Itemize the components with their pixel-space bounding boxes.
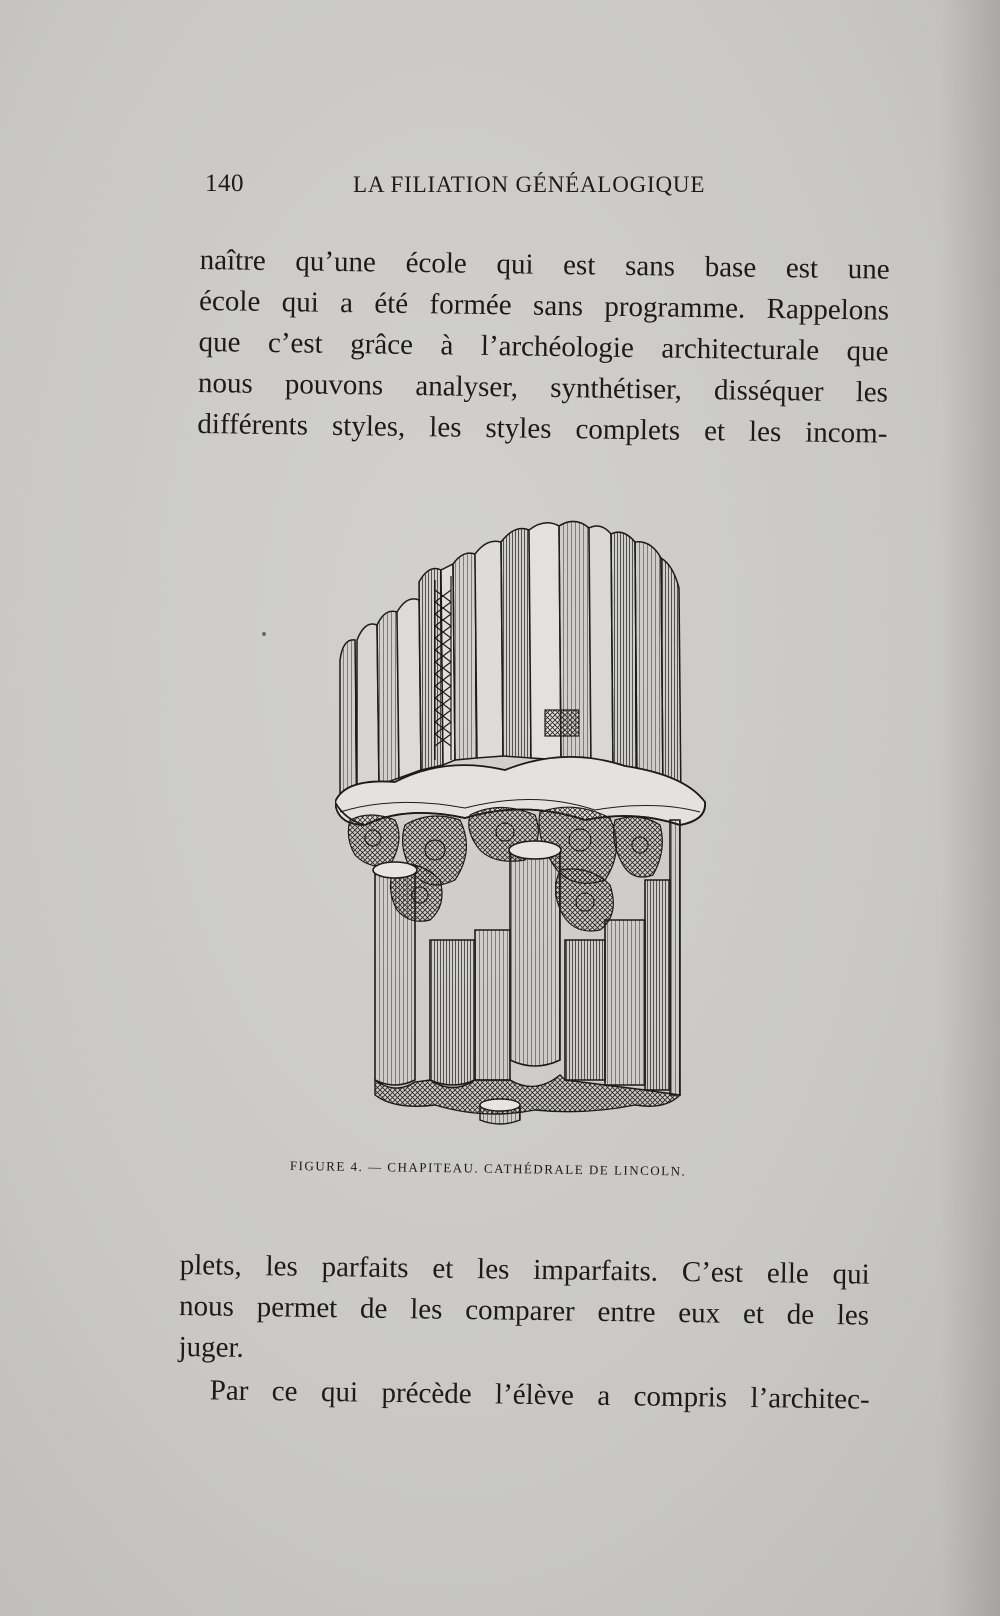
capital-engraving-illustration	[335, 520, 735, 1150]
bottom-paragraph	[178, 1245, 870, 1378]
text-line: juger.	[178, 1330, 245, 1364]
figure-caption: FIGURE 4. — CHAPITEAU. CATHÉDRALE DE LINCOLN.	[289, 1158, 687, 1179]
text-line: différents styles, les styles complets et les incom-	[197, 407, 888, 450]
text-line: nous permet de les comparer entre eux et de les	[178, 1289, 870, 1332]
text-line: que c’est grâce à l’archéologie architecturale que	[198, 325, 889, 368]
next-paragraph	[179, 1370, 870, 1421]
text-line: Par ce qui précède l’élève a compris l’architec-	[209, 1374, 870, 1416]
text-line: école qui a été formée sans programme. Rappelons	[198, 284, 890, 327]
text-line: plets, les parfaits et les imparfaits. C’est elle qui	[179, 1248, 870, 1291]
running-title: LA FILIATION GÉNÉALOGIQUE	[353, 172, 706, 197]
text-line: naître qu’une école qui est sans base est une	[199, 243, 890, 286]
page-gutter-shadow	[940, 0, 1000, 1616]
text-line: nous pouvons analyser, synthétiser, disséquer les	[197, 366, 889, 409]
print-speck	[262, 632, 266, 636]
page-number: 140	[205, 170, 244, 197]
top-paragraph	[197, 240, 890, 455]
page-header	[205, 170, 745, 210]
